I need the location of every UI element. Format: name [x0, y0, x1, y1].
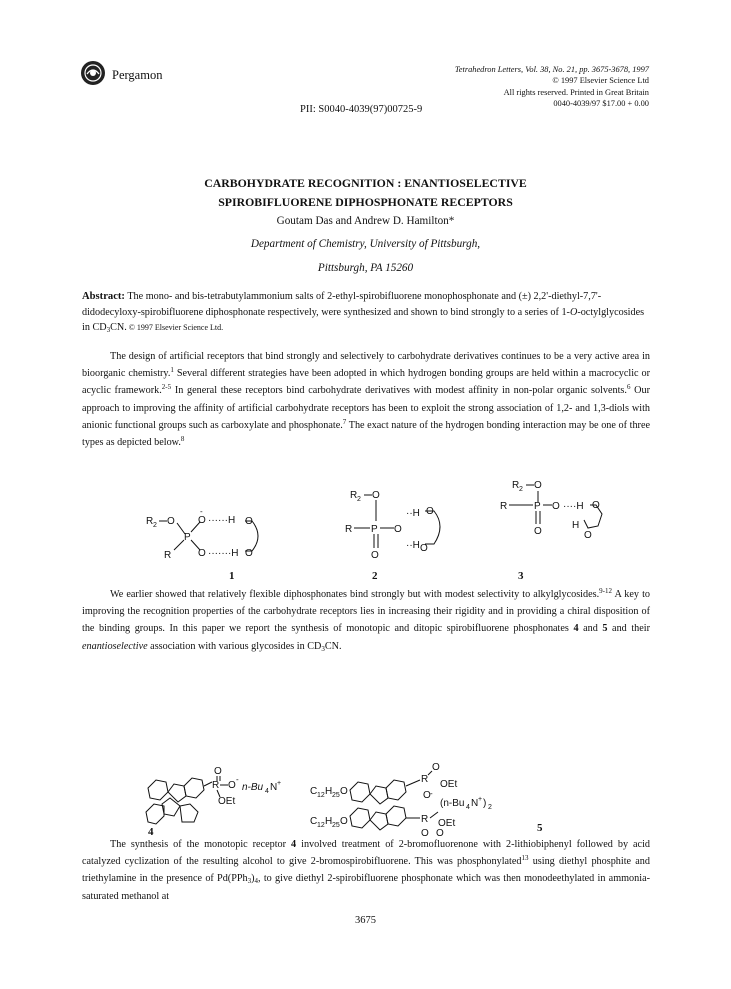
structure-4: [146, 766, 281, 824]
authors: Goutam Das and Andrew D. Hamilton*: [276, 215, 455, 227]
structure-2: [345, 490, 440, 561]
abstract-copyright: © 1997 Elsevier Science Ltd.: [126, 323, 224, 333]
compound-label-5: 5: [537, 822, 543, 834]
p2-text-5: association with various glycosides in CD: [147, 640, 322, 652]
structure-1: [146, 507, 258, 561]
p1-ref-3: 6: [626, 383, 631, 392]
svg-text:O: O: [198, 515, 206, 526]
journal-citation: Tetrahedron Letters, Vol. 38, No. 21, pp. 3675-3678, 1997: [454, 65, 649, 74]
p2-compound-5: 5: [602, 623, 608, 635]
svg-text:(n-Bu: (n-Bu: [440, 798, 465, 809]
svg-text:4: 4: [265, 788, 269, 795]
p2-subscript: 3: [321, 644, 325, 653]
svg-text:N: N: [471, 798, 479, 809]
svg-text:R: R: [421, 814, 429, 825]
p1-ref-1: 1: [170, 366, 174, 375]
svg-text:O: O: [167, 516, 175, 527]
p3-text-2: involved treatment of 2-bromofluorenone with 2-lithiobiphenyl followed by acid catalyzed cyclization of the resulting alcohol to give 2-bromospirobifluorene. This was phosphonylated: [82, 839, 650, 868]
paper-title-line1: CARBOHYDRATE RECOGNITION : ENANTIOSELECTIVE: [204, 176, 527, 190]
structures-1-2-3-figure: [140, 478, 620, 568]
svg-text:O: O: [534, 480, 542, 491]
p1-text-2: Several different strategies have been adopted in which hydrogen bonding groups are held within a macrocyclic or acyclic framework.: [82, 368, 650, 397]
pii-identifier: PII: S0040-4039(97)00725-9: [300, 104, 423, 115]
svg-text:O: O: [584, 530, 592, 541]
compound-label-3: 3: [518, 570, 524, 582]
svg-text:O: O: [432, 762, 440, 773]
svg-text:O: O: [436, 828, 444, 839]
p1-text-5: The exact nature of the hydrogen bonding interaction may be one of three types as depicted below.: [82, 419, 650, 449]
page-number: 3675: [355, 915, 376, 926]
rights-line: All rights reserved. Printed in Great Britain: [503, 87, 649, 97]
p1-text-3: In general these receptors bind carbohydrate derivatives with modest affinity in non-polar organic solvents.: [171, 385, 627, 397]
svg-text:O: O: [371, 550, 379, 561]
abstract: [82, 289, 650, 336]
p2-text-2: A key to improving the recognition properties of the carbohydrate receptors lies in increasing their rigidity and in providing a chiral disposition of the binding groups. In this paper we report the synthesis of monotopic and ditopic spirobifluorene phosphonates: [82, 589, 650, 635]
svg-text:O: O: [592, 500, 600, 511]
p3-subscript-2: 4: [254, 877, 259, 886]
svg-text:H: H: [325, 816, 333, 827]
p1-ref-2: 2-5: [161, 383, 172, 392]
svg-text:12: 12: [317, 822, 325, 829]
p3-compound-4: 4: [291, 839, 297, 850]
svg-text:O: O: [214, 766, 222, 777]
svg-text:): ): [483, 798, 487, 809]
p3-text-5: , to give diethyl 2-spirobifluorene phosphonate which was then monodeethylated in ammonia-saturated methanol at: [82, 873, 650, 902]
paragraph-3: [82, 836, 650, 905]
abstract-text-3: CN.: [110, 322, 127, 334]
publisher-name: Pergamon: [112, 68, 163, 82]
affiliation-line2: Pittsburgh, PA 15260: [317, 262, 414, 274]
svg-text:2: 2: [488, 804, 492, 811]
svg-text:··H: ··H: [406, 508, 420, 519]
svg-text:O: O: [426, 506, 434, 517]
svg-text:+: +: [478, 796, 483, 803]
svg-text:O: O: [372, 490, 380, 501]
svg-text:R: R: [421, 774, 429, 785]
p2-compound-4: 4: [573, 623, 579, 635]
svg-text:·······H: ·······H: [208, 548, 239, 559]
svg-text:R: R: [500, 501, 508, 512]
svg-text:O: O: [340, 816, 348, 827]
svg-text:12: 12: [317, 792, 325, 799]
paper-title-line2: SPIROBIFLUORENE DIPHOSPHONATE RECEPTORS: [218, 195, 513, 209]
compound-label-1: 1: [229, 570, 235, 582]
svg-text:O: O: [420, 543, 428, 554]
p1-text-1: The design of artificial receptors that bind strongly and selectively to carbohydrate derivatives continues to be a very active area in bioorganic chemistry.: [82, 351, 650, 380]
affiliation-line1: Department of Chemistry, University of Pittsburgh,: [250, 238, 481, 250]
structures-4-5-figure: [140, 760, 600, 840]
svg-text:2: 2: [357, 496, 361, 503]
svg-text:R: R: [350, 490, 358, 501]
svg-text:R: R: [512, 480, 520, 491]
p2-text-3: and: [578, 623, 603, 635]
issn-price-line: 0040-4039/97 $17.00 + 0.00: [553, 98, 649, 108]
svg-text:C: C: [310, 816, 318, 827]
svg-text:O: O: [340, 786, 348, 797]
svg-text:OEt: OEt: [218, 796, 236, 807]
svg-text:25: 25: [332, 822, 340, 829]
compound-label-2: 2: [372, 570, 378, 582]
svg-text:······H: ······H: [208, 515, 236, 526]
paragraph-1: [82, 348, 650, 451]
p3-ref-1: 13: [521, 854, 529, 863]
svg-text:OEt: OEt: [438, 818, 456, 829]
abstract-label: Abstract:: [82, 291, 125, 302]
svg-text:P: P: [371, 524, 378, 535]
svg-text:N: N: [270, 782, 278, 793]
svg-text:O: O: [423, 790, 431, 801]
p2-text-6: CN.: [324, 640, 342, 652]
paragraph-2: [82, 586, 650, 655]
svg-text:O: O: [552, 501, 560, 512]
svg-text:O: O: [421, 828, 429, 839]
p1-ref-4: 7: [342, 417, 347, 426]
svg-text:O: O: [534, 526, 542, 537]
p2-italic-term: enantioselective: [82, 640, 148, 652]
svg-text:R: R: [212, 780, 220, 791]
svg-text:P: P: [184, 532, 191, 543]
svg-text:C: C: [310, 786, 318, 797]
svg-text:+: +: [277, 780, 282, 787]
svg-text:-: -: [430, 789, 433, 798]
pergamon-logo-icon: [80, 60, 106, 86]
svg-text:O: O: [198, 548, 206, 559]
svg-text:4: 4: [466, 804, 470, 811]
p1-ref-5: 8: [180, 435, 185, 444]
abstract-italic-o: O: [569, 306, 578, 318]
svg-text:-: -: [236, 775, 239, 784]
p2-ref-1: 9-12: [599, 587, 612, 595]
svg-text:-: -: [200, 507, 203, 516]
svg-text:2: 2: [519, 486, 523, 493]
structure-3: [500, 480, 602, 541]
svg-text:O: O: [228, 780, 236, 791]
svg-text:P: P: [534, 501, 541, 512]
p3-text-1: The synthesis of the monotopic receptor: [110, 839, 292, 850]
journal-info: [455, 64, 649, 109]
svg-text:O: O: [245, 516, 253, 527]
compound-label-4: 4: [148, 826, 154, 838]
svg-text:R: R: [345, 524, 353, 535]
abstract-subscript: 3: [106, 326, 111, 335]
svg-text:25: 25: [332, 792, 340, 799]
svg-text:OEt: OEt: [440, 779, 458, 790]
svg-text:O: O: [245, 548, 253, 559]
svg-text:n-Bu: n-Bu: [242, 782, 264, 793]
p1-text-4: Our approach to improving the affinity of artificial carbohydrate receptors has been to exploit the strong association of 1,2- and 1,3-diols with anionic functional groups such as carboxylate and phosphonate.: [82, 385, 651, 431]
p2-text-1: We earlier showed that relatively flexible diphosphonates bind strongly but with modest selectivity to alkylglycosides.: [110, 589, 600, 600]
p2-text-4: and their: [607, 623, 650, 635]
svg-text:R: R: [164, 550, 172, 561]
abstract-text-2: -octylglycosides in CD: [82, 306, 645, 334]
svg-text:H: H: [325, 786, 333, 797]
svg-text:····H: ····H: [563, 501, 584, 512]
structure-5: [310, 762, 492, 839]
p3-text-4: ): [251, 873, 255, 885]
copyright-line: © 1997 Elsevier Science Ltd: [552, 76, 649, 86]
svg-text:H: H: [572, 520, 580, 531]
svg-text:2: 2: [153, 522, 157, 529]
svg-text:R: R: [146, 516, 154, 527]
svg-text:··H: ··H: [406, 540, 420, 551]
svg-text:O: O: [394, 524, 402, 535]
abstract-text-1: The mono- and bis-tetrabutylammonium salts of 2-ethyl-spirobifluorene monophosphonate and (±) 2,2'-diethyl-7,7'-didodecyloxy-spirobifluorene diphosphonate respectively, were synthesized and shown to bind strongly to a series of 1-: [82, 291, 602, 318]
p3-text-3: using diethyl phosphite and triethylamine in the presence of Pd(PPh: [82, 856, 650, 885]
p3-subscript-1: 3: [247, 877, 252, 886]
